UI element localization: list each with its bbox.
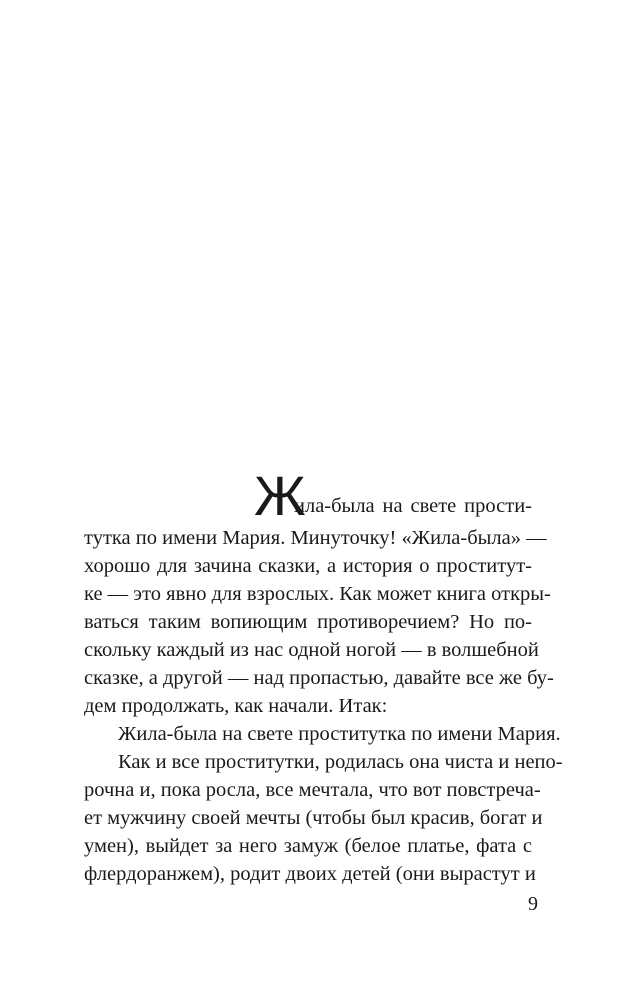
text-line: хорошо для зачина сказки, а история о проститут- [84, 555, 532, 577]
text-line: рочна и, пока росла, все мечтала, что вот повстреча- [84, 779, 541, 801]
text-line: ваться таким вопиющим противоречием? Но по- [84, 611, 532, 633]
text-line: дем продолжать, как начали. Итак: [84, 695, 388, 717]
text-line: ет мужчину своей мечты (чтобы был красив, богат и [84, 807, 543, 829]
drop-cap: Ж [254, 464, 305, 527]
opening-line [254, 464, 532, 528]
text-line: тутка по имени Мария. Минуточку! «Жила-была» — [84, 527, 547, 549]
page-number: 9 [528, 893, 538, 915]
paragraph-line: Жила-была на свете проститутка по имени Мария. [118, 723, 561, 745]
text-line: умен), выйдет за него замуж (белое платье, фата с [84, 835, 532, 857]
paragraph-line: Как и все проститутки, родилась она чиста и непо- [118, 751, 563, 773]
text-line: ке — это явно для взрослых. Как может книга откры- [84, 583, 551, 605]
text-line: флердоранжем), родит двоих детей (они вырастут и [84, 863, 536, 885]
text-line: сказке, а другой — над пропастью, давайте все же бу- [84, 667, 554, 689]
text-line: скольку каждый из нас одной ногой — в волшебной [84, 639, 539, 661]
opening-line-text: ила-была на свете прости- [294, 495, 532, 517]
